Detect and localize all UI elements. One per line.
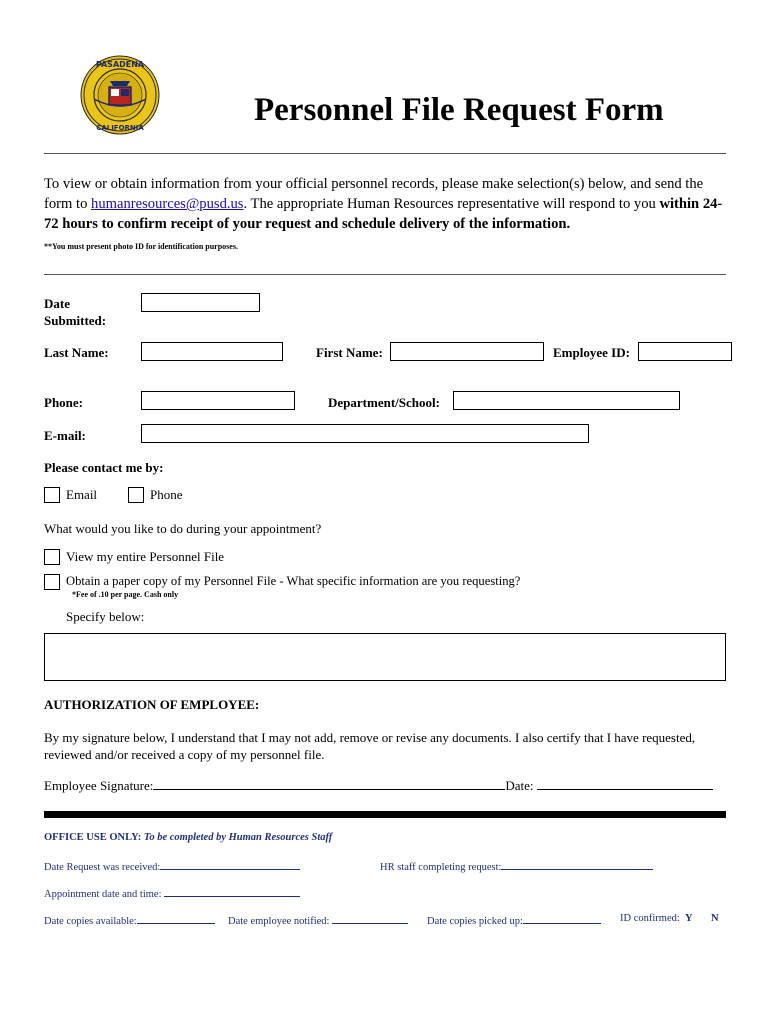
- employee-notified-row: [228, 913, 408, 927]
- employee-notified-line[interactable]: [332, 913, 408, 924]
- specify-label: Specify below:: [66, 609, 145, 624]
- pasadena-seal-logo: [80, 55, 160, 135]
- intro-text: To view or obtain information from your official personnel records, please make selection(s) below, and send the form to: [44, 176, 704, 212]
- view-file-label: View my entire Personnel File: [66, 549, 225, 564]
- email-label: E-mail:: [44, 428, 86, 443]
- appointment-date-line[interactable]: [164, 886, 300, 897]
- office-heading-italic: To be completed by Human Resources Staff: [143, 832, 333, 843]
- copies-available-line[interactable]: [137, 913, 215, 924]
- date-received-label: Date Request was received:: [44, 862, 161, 873]
- photo-id-note: **You must present photo ID for identification purposes.: [44, 242, 238, 251]
- office-divider: [44, 811, 726, 818]
- seal-bottom-text: CALIFORNIA: [96, 124, 144, 132]
- seal-top-text: PASADENA: [95, 60, 145, 69]
- hr-email-link[interactable]: humanresources@pusd.us: [91, 196, 244, 212]
- authorization-heading: AUTHORIZATION OF EMPLOYEE:: [44, 697, 260, 712]
- office-heading-bold: OFFICE USE ONLY:: [44, 832, 144, 843]
- view-file-checkbox[interactable]: [44, 549, 60, 565]
- email-field[interactable]: [141, 424, 589, 443]
- appointment-date-row: [44, 886, 300, 900]
- first-name-field[interactable]: [390, 342, 544, 361]
- phone-label: Phone:: [44, 395, 83, 410]
- employee-id-label: Employee ID:: [553, 345, 630, 360]
- copies-picked-row: [427, 913, 601, 927]
- id-confirmed-row: [620, 913, 719, 924]
- specify-textarea[interactable]: [44, 633, 726, 681]
- signature-label: Employee Signature:: [44, 778, 154, 793]
- phone-field[interactable]: [141, 391, 295, 410]
- department-field[interactable]: [453, 391, 680, 410]
- signature-row: [44, 778, 713, 794]
- date-received-row: [44, 859, 300, 873]
- contact-email-label: Email: [66, 487, 98, 502]
- contact-label: Please contact me by:: [44, 460, 164, 475]
- copies-picked-label: Date copies picked up:: [427, 916, 523, 927]
- intro-text-2: . The appropriate Human Resources representative will respond to you: [243, 196, 660, 212]
- contact-email-checkbox[interactable]: [44, 487, 60, 503]
- last-name-label: Last Name:: [44, 345, 109, 360]
- divider: [44, 153, 726, 154]
- fee-note: *Fee of .10 per page. Cash only: [72, 590, 179, 599]
- date-submitted-label-1: Date: [44, 296, 70, 311]
- id-confirmed-label: ID confirmed:: [620, 913, 680, 924]
- employee-id-field[interactable]: [638, 342, 732, 361]
- intro-bold-text: within 24-72 hours to confirm receipt of your request and schedule delivery of the information.: [44, 196, 723, 232]
- intro-paragraph: [44, 174, 734, 234]
- office-heading: [44, 832, 332, 843]
- hr-staff-label: HR staff completing request:: [380, 862, 502, 873]
- signature-date-label: Date:: [505, 778, 534, 793]
- copies-available-label: Date copies available:: [44, 916, 137, 927]
- divider: [44, 274, 726, 275]
- hr-staff-line[interactable]: [501, 859, 653, 870]
- id-confirmed-no[interactable]: N: [711, 913, 719, 924]
- last-name-field[interactable]: [141, 342, 283, 361]
- appointment-date-label: Appointment date and time:: [44, 889, 162, 900]
- employee-notified-label: Date employee notified:: [228, 916, 330, 927]
- contact-phone-checkbox[interactable]: [128, 487, 144, 503]
- signature-line[interactable]: [153, 789, 505, 790]
- date-received-line[interactable]: [160, 859, 300, 870]
- appointment-question: What would you like to do during your appointment?: [44, 521, 322, 536]
- authorization-text: By my signature below, I understand that I may not add, remove or revise any documents. I also certify that I have requested, reviewed and/or received a copy of my personnel file.: [44, 730, 696, 762]
- date-submitted-label-2: Submitted:: [44, 313, 107, 328]
- obtain-copy-label: Obtain a paper copy of my Personnel File - What specific information are you requesting?: [66, 574, 521, 588]
- date-submitted-field[interactable]: [141, 293, 260, 312]
- contact-phone-label: Phone: [150, 487, 183, 502]
- first-name-label: First Name:: [316, 345, 383, 360]
- id-confirmed-yes[interactable]: Y: [685, 913, 693, 924]
- copies-picked-line[interactable]: [523, 913, 601, 924]
- department-label: Department/School:: [328, 395, 440, 410]
- obtain-copy-checkbox[interactable]: [44, 574, 60, 590]
- copies-available-row: [44, 913, 215, 927]
- page-title: Personnel File Request Form: [254, 92, 664, 128]
- hr-staff-row: [380, 859, 653, 873]
- signature-date-line[interactable]: [537, 789, 713, 790]
